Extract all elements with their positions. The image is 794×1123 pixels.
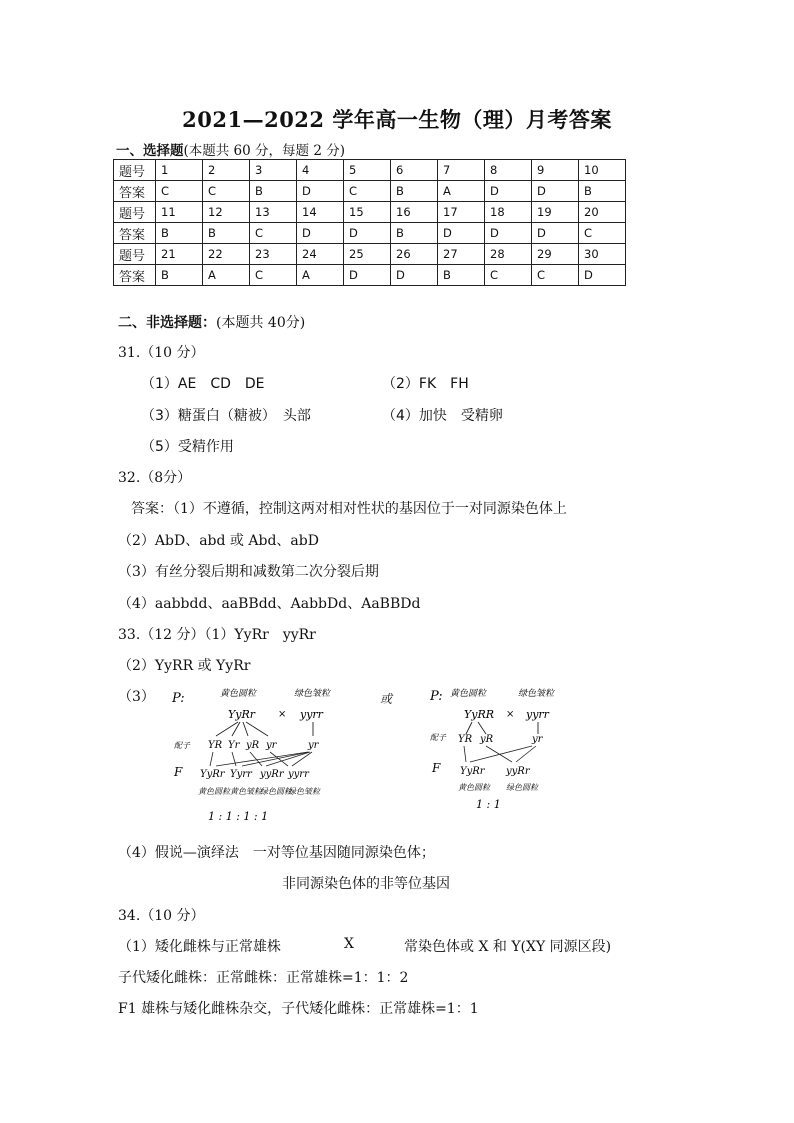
answer-cell: D xyxy=(485,223,532,244)
question-number-cell: 30 xyxy=(579,244,626,265)
cross-right-gamete-1: YR xyxy=(458,734,473,745)
cross-left-gamete-5: yr xyxy=(308,740,319,751)
question-number-cell: 25 xyxy=(344,244,391,265)
cross-right-cross-sign: × xyxy=(506,709,515,720)
row-label: 题号 xyxy=(114,202,156,223)
cross-right-f: F xyxy=(432,761,441,775)
question-number-cell: 22 xyxy=(203,244,250,265)
question-number-cell: 24 xyxy=(297,244,344,265)
cross-left-gamete-4: yr xyxy=(266,740,277,751)
q33-header: 33.（12 分）（1）YyRr yyRr xyxy=(118,627,316,643)
question-number-cell: 13 xyxy=(250,202,297,223)
section1-heading xyxy=(116,139,345,159)
answer-cell: A xyxy=(438,181,485,202)
cross-left-gamete-1: YR xyxy=(208,740,223,751)
answer-cell: B xyxy=(250,181,297,202)
q32-answer-4: （4）aabbdd、aaBBdd、AabbDd、AaBBDd xyxy=(118,596,421,612)
question-number-cell: 10 xyxy=(579,160,626,181)
answer-cell: B xyxy=(156,265,203,286)
question-number-cell: 26 xyxy=(391,244,438,265)
section2-heading xyxy=(118,312,305,332)
q32-answer-1: 答案：（1）不遵循，控制这两对相对性状的基因位于一对同源染色体上 xyxy=(131,501,567,517)
cross-left-offspring-4: yyrr xyxy=(288,769,309,780)
q33-answer-2: （2）YyRR 或 YyRr xyxy=(118,658,251,674)
cross-left-offspring-2: Yyrr xyxy=(230,769,252,780)
answer-cell: D xyxy=(297,223,344,244)
answer-cell: C xyxy=(156,181,203,202)
question-number-cell: 2 xyxy=(203,160,250,181)
question-number-cell: 9 xyxy=(532,160,579,181)
q33-answer-3-label: （3） xyxy=(118,689,155,705)
cross-left-phenotype-1: 黄色圆粒 xyxy=(198,787,230,796)
answer-cell: A xyxy=(297,265,344,286)
row-label: 题号 xyxy=(114,244,156,265)
section2-title: 二、非选择题： xyxy=(118,315,216,331)
answer-cell: C xyxy=(203,181,250,202)
q34-answer-3: F1 雄株与矮化雌株杂交，子代矮化雌株：正常雄株=1：1 xyxy=(118,1001,479,1017)
answer-cell: D xyxy=(297,181,344,202)
answer-cell: C xyxy=(485,265,532,286)
q33-answer-4: （4）假说—演绎法 一对等位基因随同源染色体； xyxy=(118,845,435,861)
answer-cell: A xyxy=(203,265,250,286)
cross-left-offspring-3: yyRr xyxy=(260,769,284,780)
section2-note: (本题共 40分) xyxy=(216,315,306,331)
cross-left-phenotype-4: 绿色皱粒 xyxy=(288,787,320,796)
page-title: 2021—2022 学年高一生物（理）月考答案 xyxy=(182,107,612,132)
q31-header: 31.（10 分） xyxy=(118,345,205,361)
cross-right-phenotype-1: 黄色圆粒 xyxy=(458,783,490,792)
cross-left-parent1: YyRr xyxy=(228,708,256,721)
q31-answer-3: （3）糖蛋白（糖被） 头部 xyxy=(141,408,311,424)
answer-cell: B xyxy=(391,223,438,244)
cross-right-gamete-3: yr xyxy=(532,734,543,745)
answer-cell: C xyxy=(250,223,297,244)
cross-right-ratio: 1 : 1 xyxy=(476,798,501,811)
cross-right-p: P: xyxy=(430,689,443,704)
answer-row xyxy=(114,265,626,286)
q34-answer-1: （1）矮化雌株与正常雄株 xyxy=(118,939,281,955)
cross-left-ratio: 1 : 1 : 1 : 1 xyxy=(208,810,269,823)
question-number-cell: 28 xyxy=(485,244,532,265)
question-number-row xyxy=(114,202,626,223)
section1-note: (本题共 60 分，每题 2 分) xyxy=(183,143,345,159)
answer-row xyxy=(114,181,626,202)
cross-right-offspring-2: yyRr xyxy=(506,766,530,777)
question-number-cell: 4 xyxy=(297,160,344,181)
row-label: 答案 xyxy=(114,181,156,202)
cross-or-label: 或 xyxy=(380,692,393,706)
question-number-cell: 12 xyxy=(203,202,250,223)
cross-left-parent2-phenotype: 绿色皱粒 xyxy=(294,689,331,699)
question-number-cell: 7 xyxy=(438,160,485,181)
answer-cell: C xyxy=(579,223,626,244)
question-number-cell: 27 xyxy=(438,244,485,265)
cross-left-phenotype-3: 绿色圆粒 xyxy=(260,787,292,796)
cross-left-parent2: yyrr xyxy=(300,708,323,721)
cross-left-cross-sign: × xyxy=(278,709,287,720)
cross-right-parent2-phenotype: 绿色皱粒 xyxy=(518,689,555,699)
question-number-row xyxy=(114,244,626,265)
q32-answer-3: （3）有丝分裂后期和减数第二次分裂后期 xyxy=(118,564,379,580)
question-number-cell: 18 xyxy=(485,202,532,223)
q34-header: 34.（10 分） xyxy=(118,908,205,924)
cross-left-gamete-label: 配子 xyxy=(174,741,190,750)
answer-cell: D xyxy=(391,265,438,286)
answer-cell: D xyxy=(344,265,391,286)
question-number-cell: 1 xyxy=(156,160,203,181)
answer-cell: D xyxy=(579,265,626,286)
row-label: 题号 xyxy=(114,160,156,181)
cross-left-parent1-phenotype: 黄色圆粒 xyxy=(220,689,257,699)
question-number-row xyxy=(114,160,626,181)
q34-answer-2: 子代矮化雌株：正常雌株：正常雄株=1：1：2 xyxy=(118,970,409,986)
question-number-cell: 21 xyxy=(156,244,203,265)
question-number-cell: 15 xyxy=(344,202,391,223)
question-number-cell: 17 xyxy=(438,202,485,223)
answer-cell: B xyxy=(391,181,438,202)
genetic-cross-diagram-right xyxy=(428,684,568,818)
question-number-cell: 6 xyxy=(391,160,438,181)
answer-cell: D xyxy=(485,181,532,202)
cross-left-phenotype-2: 黄色皱粒 xyxy=(230,787,262,796)
q34-answer-1-chromosome: 常染色体或 X 和 Y(XY 同源区段) xyxy=(404,939,612,955)
q32-answer-2: （2）AbD、abd 或 Abd、abD xyxy=(118,533,319,549)
answer-cell: D xyxy=(438,223,485,244)
genetic-cross-diagram-left xyxy=(168,684,348,830)
answer-cell: B xyxy=(203,223,250,244)
question-number-cell: 11 xyxy=(156,202,203,223)
cross-left-offspring-1: YyRr xyxy=(200,769,225,780)
cross-left-gamete-arrows xyxy=(216,722,313,736)
answer-row xyxy=(114,223,626,244)
question-number-cell: 19 xyxy=(532,202,579,223)
answer-table xyxy=(113,159,626,286)
cross-right-parent1: YyRR xyxy=(464,708,495,721)
question-number-cell: 23 xyxy=(250,244,297,265)
cross-right-parent1-phenotype: 黄色圆粒 xyxy=(450,689,487,699)
section1-title: 一、选择题 xyxy=(116,143,184,159)
q31-answer-5: （5）受精作用 xyxy=(141,439,234,455)
answer-cell: B xyxy=(579,181,626,202)
q31-answer-1: （1）AE CD DE xyxy=(141,376,265,392)
cross-right-gamete-2: yR xyxy=(480,734,494,745)
q31-answer-2: （2）FK FH xyxy=(382,376,469,392)
answer-cell: D xyxy=(344,223,391,244)
answer-cell: B xyxy=(438,265,485,286)
question-number-cell: 5 xyxy=(344,160,391,181)
q32-header: 32.（8分） xyxy=(118,470,192,486)
question-number-cell: 14 xyxy=(297,202,344,223)
question-number-cell: 16 xyxy=(391,202,438,223)
cross-right-parent2: yyrr xyxy=(526,708,549,721)
cross-left-gamete-3: yR xyxy=(246,740,260,751)
cross-left-offspring-arrows xyxy=(210,752,312,766)
cross-right-phenotype-2: 绿色圆粒 xyxy=(506,783,538,792)
answer-cell: C xyxy=(250,265,297,286)
question-number-cell: 3 xyxy=(250,160,297,181)
question-number-cell: 8 xyxy=(485,160,532,181)
question-number-cell: 20 xyxy=(579,202,626,223)
q34-answer-1-x: X xyxy=(344,936,354,952)
cross-right-gamete-label: 配子 xyxy=(430,733,446,742)
q31-answer-4: （4）加快 受精卵 xyxy=(382,408,503,424)
answer-cell: D xyxy=(532,181,579,202)
row-label: 答案 xyxy=(114,223,156,244)
answer-cell: C xyxy=(532,265,579,286)
cross-right-offspring-1: YyRr xyxy=(460,766,485,777)
cross-right-gamete-arrows xyxy=(466,722,538,734)
cross-left-f: F xyxy=(174,765,183,779)
answer-cell: C xyxy=(344,181,391,202)
answer-cell: D xyxy=(532,223,579,244)
cross-left-p: P: xyxy=(172,691,185,706)
row-label: 答案 xyxy=(114,265,156,286)
cross-right-offspring-arrows xyxy=(464,746,536,762)
question-number-cell: 29 xyxy=(532,244,579,265)
cross-left-gamete-2: Yr xyxy=(228,740,240,751)
answer-cell: B xyxy=(156,223,203,244)
q33-answer-4-cont: 非同源染色体的非等位基因 xyxy=(282,876,450,892)
